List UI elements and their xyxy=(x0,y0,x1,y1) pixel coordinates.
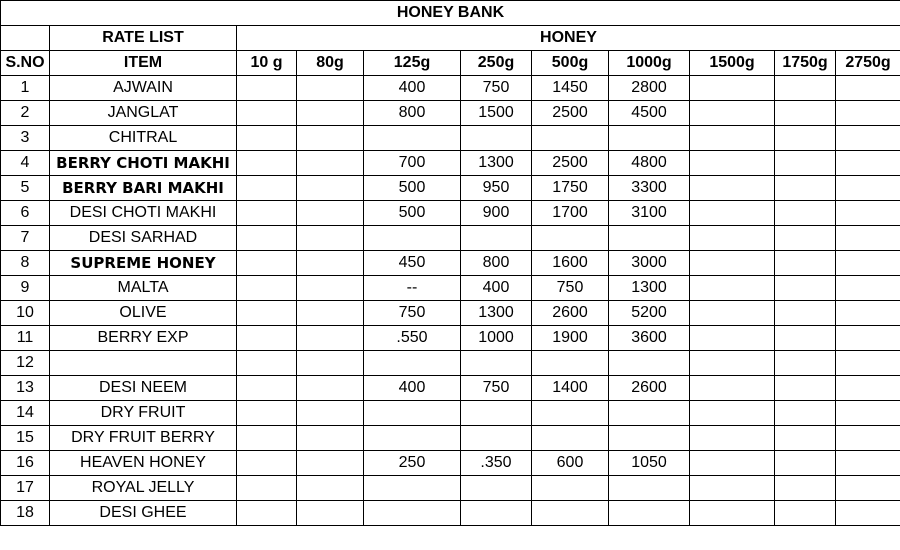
item-cell: BERRY CHOTI MAKHI xyxy=(50,151,237,176)
item-cell: AJWAIN xyxy=(50,76,237,101)
price-cell xyxy=(297,301,364,326)
price-cell xyxy=(364,401,461,426)
price-cell xyxy=(775,301,836,326)
size-header: 500g xyxy=(532,51,609,76)
price-cell: 1300 xyxy=(461,301,532,326)
price-cell xyxy=(775,401,836,426)
price-cell: 1900 xyxy=(532,326,609,351)
price-cell xyxy=(237,401,297,426)
item-cell: ROYAL JELLY xyxy=(50,476,237,501)
price-cell: 4800 xyxy=(609,151,690,176)
price-cell: 450 xyxy=(364,251,461,276)
item-cell: MALTA xyxy=(50,276,237,301)
price-cell xyxy=(690,401,775,426)
header-row-2 xyxy=(1,51,900,76)
size-header: 1000g xyxy=(609,51,690,76)
price-cell: 400 xyxy=(364,376,461,401)
price-cell xyxy=(532,401,609,426)
sno-cell: 8 xyxy=(1,251,50,276)
price-cell xyxy=(836,351,900,376)
price-cell xyxy=(297,251,364,276)
price-cell xyxy=(690,201,775,226)
price-cell xyxy=(775,326,836,351)
sno-cell: 1 xyxy=(1,76,50,101)
price-cell xyxy=(532,351,609,376)
price-cell: 1300 xyxy=(461,151,532,176)
price-cell: 500 xyxy=(364,201,461,226)
table-row xyxy=(1,76,900,101)
price-cell: 750 xyxy=(461,76,532,101)
price-cell xyxy=(775,226,836,251)
price-cell xyxy=(690,501,775,526)
price-cell: 250 xyxy=(364,451,461,476)
price-cell: 1300 xyxy=(609,276,690,301)
price-cell xyxy=(836,301,900,326)
price-cell: 1750 xyxy=(532,176,609,201)
header-row-1 xyxy=(1,26,900,51)
price-cell xyxy=(775,476,836,501)
item-cell: DESI GHEE xyxy=(50,501,237,526)
item-cell: BERRY EXP xyxy=(50,326,237,351)
price-cell: 400 xyxy=(364,76,461,101)
price-cell xyxy=(237,426,297,451)
price-cell xyxy=(237,351,297,376)
item-cell: HEAVEN HONEY xyxy=(50,451,237,476)
price-cell xyxy=(836,426,900,451)
price-cell: 400 xyxy=(461,276,532,301)
price-cell xyxy=(690,251,775,276)
item-header: ITEM xyxy=(50,51,237,76)
price-cell xyxy=(690,351,775,376)
price-cell xyxy=(297,326,364,351)
price-cell xyxy=(532,476,609,501)
price-cell: 4500 xyxy=(609,101,690,126)
price-cell xyxy=(775,501,836,526)
price-cell xyxy=(775,251,836,276)
price-cell xyxy=(836,376,900,401)
price-cell xyxy=(364,476,461,501)
price-cell xyxy=(297,176,364,201)
table-row xyxy=(1,476,900,501)
sno-cell: 7 xyxy=(1,226,50,251)
table-row xyxy=(1,426,900,451)
price-cell xyxy=(297,376,364,401)
item-cell: SUPREME HONEY xyxy=(50,251,237,276)
price-cell: 750 xyxy=(532,276,609,301)
price-cell xyxy=(690,101,775,126)
sno-cell: 5 xyxy=(1,176,50,201)
price-cell xyxy=(461,476,532,501)
price-cell xyxy=(836,276,900,301)
size-header: 1500g xyxy=(690,51,775,76)
price-cell xyxy=(836,101,900,126)
price-cell: 600 xyxy=(532,451,609,476)
price-cell xyxy=(609,351,690,376)
price-cell xyxy=(836,226,900,251)
sno-cell: 9 xyxy=(1,276,50,301)
price-cell xyxy=(297,501,364,526)
price-cell xyxy=(836,151,900,176)
sno-cell: 17 xyxy=(1,476,50,501)
item-cell: DRY FRUIT BERRY xyxy=(50,426,237,451)
price-cell: 3300 xyxy=(609,176,690,201)
price-cell xyxy=(297,151,364,176)
table-row xyxy=(1,376,900,401)
price-cell: 900 xyxy=(461,201,532,226)
price-cell xyxy=(237,176,297,201)
price-cell: 750 xyxy=(364,301,461,326)
price-cell: 2800 xyxy=(609,76,690,101)
price-cell xyxy=(237,251,297,276)
price-cell: .350 xyxy=(461,451,532,476)
price-cell: 5200 xyxy=(609,301,690,326)
price-cell xyxy=(237,226,297,251)
price-cell xyxy=(237,476,297,501)
rate-list-header: RATE LIST xyxy=(50,26,237,51)
price-cell xyxy=(775,201,836,226)
sno-cell: 18 xyxy=(1,501,50,526)
price-cell xyxy=(775,151,836,176)
table-row xyxy=(1,326,900,351)
price-cell xyxy=(775,176,836,201)
price-cell xyxy=(364,501,461,526)
price-cell xyxy=(532,226,609,251)
price-cell: 1050 xyxy=(609,451,690,476)
item-cell: OLIVE xyxy=(50,301,237,326)
price-cell xyxy=(690,226,775,251)
price-cell xyxy=(775,426,836,451)
price-cell xyxy=(297,201,364,226)
table-row xyxy=(1,351,900,376)
item-cell: DRY FRUIT xyxy=(50,401,237,426)
sno-cell: 3 xyxy=(1,126,50,151)
price-cell xyxy=(690,301,775,326)
table-row xyxy=(1,226,900,251)
price-cell xyxy=(775,126,836,151)
price-cell xyxy=(836,201,900,226)
price-cell xyxy=(237,451,297,476)
price-cell xyxy=(237,101,297,126)
table-row xyxy=(1,101,900,126)
price-cell xyxy=(532,426,609,451)
sno-cell: 16 xyxy=(1,451,50,476)
price-cell xyxy=(364,226,461,251)
price-cell xyxy=(297,426,364,451)
price-cell xyxy=(297,126,364,151)
price-cell: .550 xyxy=(364,326,461,351)
price-cell: 750 xyxy=(461,376,532,401)
table-row xyxy=(1,251,900,276)
honey-header: HONEY xyxy=(237,26,900,51)
price-cell xyxy=(775,276,836,301)
price-cell: 3100 xyxy=(609,201,690,226)
price-cell xyxy=(461,126,532,151)
price-cell xyxy=(532,501,609,526)
price-cell xyxy=(461,426,532,451)
price-cell xyxy=(237,301,297,326)
price-cell xyxy=(237,326,297,351)
table-row xyxy=(1,276,900,301)
price-cell xyxy=(609,476,690,501)
price-cell xyxy=(237,501,297,526)
item-cell xyxy=(50,351,237,376)
price-cell: 2600 xyxy=(609,376,690,401)
price-cell xyxy=(609,226,690,251)
price-cell xyxy=(237,276,297,301)
sno-cell: 15 xyxy=(1,426,50,451)
price-cell xyxy=(775,351,836,376)
price-cell xyxy=(836,451,900,476)
table-row xyxy=(1,401,900,426)
sno-cell: 6 xyxy=(1,201,50,226)
price-cell xyxy=(690,451,775,476)
price-cell xyxy=(237,76,297,101)
price-cell xyxy=(690,426,775,451)
price-cell xyxy=(297,276,364,301)
title-row xyxy=(1,1,900,26)
table-row xyxy=(1,126,900,151)
price-cell xyxy=(836,126,900,151)
price-cell: 2500 xyxy=(532,151,609,176)
price-cell xyxy=(237,126,297,151)
sheet-title: HONEY BANK xyxy=(1,1,900,26)
table-row xyxy=(1,301,900,326)
size-header: 125g xyxy=(364,51,461,76)
sno-cell: 11 xyxy=(1,326,50,351)
price-cell xyxy=(609,426,690,451)
price-cell: 800 xyxy=(461,251,532,276)
size-header: 250g xyxy=(461,51,532,76)
item-cell: BERRY BARI MAKHI xyxy=(50,176,237,201)
price-cell xyxy=(364,351,461,376)
price-cell xyxy=(690,151,775,176)
price-cell: 500 xyxy=(364,176,461,201)
price-cell xyxy=(461,501,532,526)
sno-header: S.NO xyxy=(1,51,50,76)
price-cell xyxy=(775,76,836,101)
price-cell xyxy=(297,476,364,501)
price-cell: 1500 xyxy=(461,101,532,126)
price-cell xyxy=(297,101,364,126)
table-row xyxy=(1,501,900,526)
price-cell xyxy=(836,501,900,526)
price-cell xyxy=(836,476,900,501)
size-header: 2750g xyxy=(836,51,900,76)
price-cell xyxy=(364,426,461,451)
price-cell: -- xyxy=(364,276,461,301)
table-row xyxy=(1,151,900,176)
price-cell xyxy=(364,126,461,151)
sno-cell: 2 xyxy=(1,101,50,126)
table-row xyxy=(1,201,900,226)
price-cell: 800 xyxy=(364,101,461,126)
price-cell: 700 xyxy=(364,151,461,176)
price-cell xyxy=(297,401,364,426)
item-cell: DESI NEEM xyxy=(50,376,237,401)
price-cell: 1700 xyxy=(532,201,609,226)
price-cell xyxy=(690,476,775,501)
blank-header-cell xyxy=(1,26,50,51)
price-cell xyxy=(775,376,836,401)
price-cell: 3600 xyxy=(609,326,690,351)
price-cell xyxy=(297,351,364,376)
size-header: 1750g xyxy=(775,51,836,76)
price-cell xyxy=(690,126,775,151)
sno-cell: 10 xyxy=(1,301,50,326)
price-cell xyxy=(836,176,900,201)
price-cell: 1000 xyxy=(461,326,532,351)
sno-cell: 13 xyxy=(1,376,50,401)
price-cell xyxy=(237,376,297,401)
price-cell xyxy=(775,101,836,126)
price-cell xyxy=(690,276,775,301)
price-cell: 2500 xyxy=(532,101,609,126)
price-cell xyxy=(690,176,775,201)
price-cell xyxy=(836,76,900,101)
price-cell xyxy=(690,76,775,101)
price-cell xyxy=(836,251,900,276)
price-cell xyxy=(775,451,836,476)
size-header: 80g xyxy=(297,51,364,76)
price-cell xyxy=(237,201,297,226)
table-row xyxy=(1,176,900,201)
price-cell: 950 xyxy=(461,176,532,201)
price-cell xyxy=(690,376,775,401)
price-cell xyxy=(461,351,532,376)
price-cell: 2600 xyxy=(532,301,609,326)
sno-cell: 14 xyxy=(1,401,50,426)
price-cell xyxy=(532,126,609,151)
price-cell: 1600 xyxy=(532,251,609,276)
price-cell xyxy=(297,226,364,251)
size-header: 10 g xyxy=(237,51,297,76)
item-cell: JANGLAT xyxy=(50,101,237,126)
item-cell: CHITRAL xyxy=(50,126,237,151)
item-cell: DESI CHOTI MAKHI xyxy=(50,201,237,226)
price-cell xyxy=(461,226,532,251)
sno-cell: 4 xyxy=(1,151,50,176)
table-row xyxy=(1,451,900,476)
price-cell xyxy=(609,501,690,526)
price-cell xyxy=(836,326,900,351)
price-cell xyxy=(297,451,364,476)
price-cell xyxy=(297,76,364,101)
price-cell xyxy=(461,401,532,426)
price-cell xyxy=(609,126,690,151)
price-cell xyxy=(609,401,690,426)
price-cell xyxy=(836,401,900,426)
price-cell: 1450 xyxy=(532,76,609,101)
price-cell xyxy=(690,326,775,351)
price-cell xyxy=(237,151,297,176)
sno-cell: 12 xyxy=(1,351,50,376)
price-cell: 1400 xyxy=(532,376,609,401)
price-cell: 3000 xyxy=(609,251,690,276)
item-cell: DESI SARHAD xyxy=(50,226,237,251)
